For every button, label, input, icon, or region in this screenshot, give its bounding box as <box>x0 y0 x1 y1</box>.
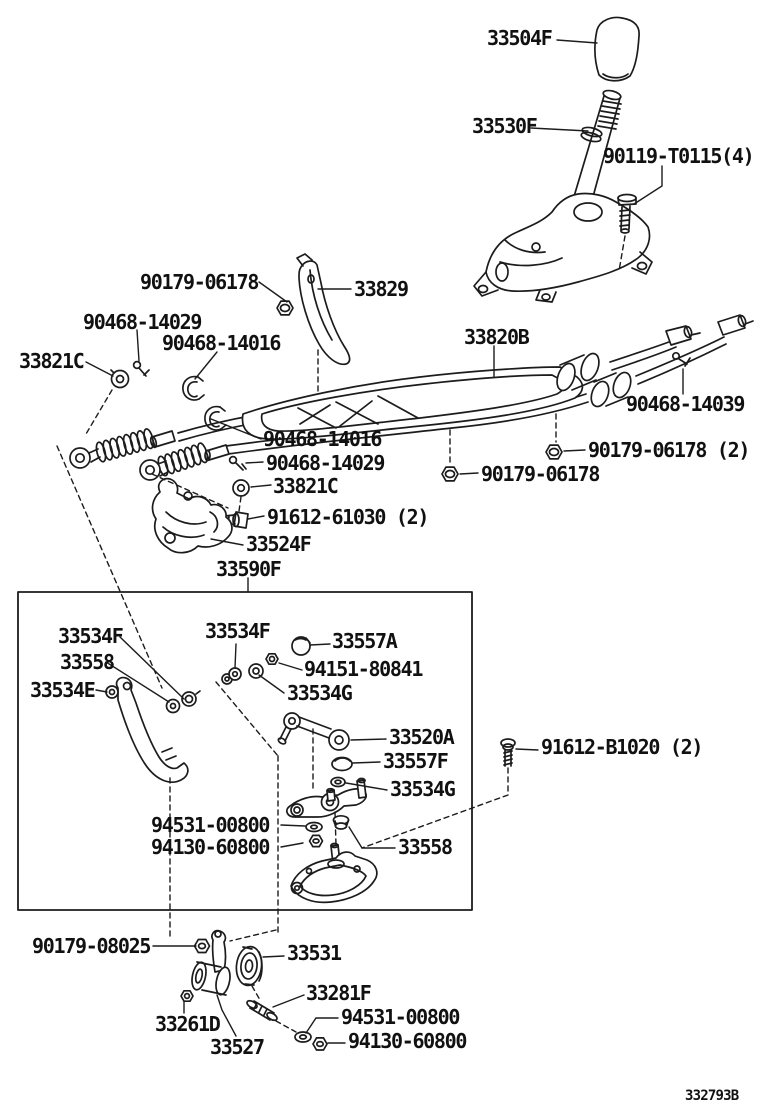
clip-90468-14016-1 <box>183 377 204 400</box>
shift-base-plate <box>291 844 377 903</box>
part-label-33557A: 33557A <box>332 629 397 653</box>
bracket-33829 <box>297 254 350 364</box>
nut-90179-06178-1 <box>277 301 293 315</box>
part-label-94531-00800-b: 94531-00800 <box>341 1005 460 1029</box>
pin-90468-14029-1 <box>134 362 149 376</box>
washers-33534F-b <box>222 668 241 684</box>
cable-rod-ends <box>666 315 753 345</box>
rod-33281F <box>246 999 279 1022</box>
nut-94130-a <box>310 835 323 846</box>
part-label-91612-B1020: 91612-B1020 (2) <box>541 735 703 759</box>
washer-94531-a <box>306 823 322 832</box>
nut-94151-80841 <box>266 654 278 664</box>
part-label-33504F: 33504F <box>487 26 552 50</box>
damper-disc-33531 <box>235 945 264 986</box>
bracket-33524F <box>153 479 232 553</box>
part-label-94531-00800-a: 94531-00800 <box>151 813 270 837</box>
washer-94531-b <box>295 1032 311 1042</box>
cap-33557A <box>292 637 310 655</box>
part-label-90179-06178-c: 90179-06178 <box>481 462 600 486</box>
part-label-33557F: 33557F <box>383 749 448 773</box>
part-label-33821C-a: 33821C <box>19 349 84 373</box>
washer-33534G-b <box>331 778 345 787</box>
part-label-90119-T0115: 90119-T0115(4) <box>603 144 754 168</box>
diagram-code: 332793B <box>685 1088 739 1104</box>
washer-33821C-1 <box>111 370 129 388</box>
part-label-33524F: 33524F <box>246 532 311 556</box>
arm-33534E <box>106 678 188 783</box>
clip-90468-14016-2 <box>205 407 226 430</box>
part-label-94130-60800-b: 94130-60800 <box>348 1029 467 1053</box>
nut-33261D <box>181 991 193 1001</box>
part-label-33520A: 33520A <box>389 725 454 749</box>
part-label-33590F: 33590F <box>216 557 281 581</box>
part-label-91612-61030: 91612-61030 (2) <box>267 505 429 529</box>
part-label-33534G-b: 33534G <box>390 777 455 801</box>
part-label-90468-14016-b: 90468-14016 <box>263 427 382 451</box>
part-label-33531: 33531 <box>287 941 341 965</box>
part-label-94130-60800-a: 94130-60800 <box>151 835 270 859</box>
part-label-33261D: 33261D <box>155 1012 220 1036</box>
part-label-33820B: 33820B <box>464 325 529 349</box>
part-label-90468-14029-a: 90468-14029 <box>83 310 202 334</box>
part-label-33527: 33527 <box>210 1035 264 1059</box>
nut-90179-06178-3 <box>546 445 562 459</box>
part-label-90179-08025: 90179-08025 <box>32 934 151 958</box>
part-label-90179-06178-b: 90179-06178 (2) <box>588 438 750 462</box>
pin-90468-14029-2 <box>230 457 246 470</box>
shift-knob <box>595 18 639 81</box>
part-label-33558-b: 33558 <box>398 835 452 859</box>
nut-90179-06178-2 <box>442 467 458 481</box>
screw-91612-B1020 <box>501 739 515 766</box>
part-label-90468-14039: 90468-14039 <box>626 392 745 416</box>
part-label-33829: 33829 <box>354 277 408 301</box>
part-label-33281F: 33281F <box>306 981 371 1005</box>
bushing-33534F-a <box>182 691 200 706</box>
part-label-33534F-a: 33534F <box>58 624 123 648</box>
part-label-33534E: 33534E <box>30 678 95 702</box>
part-label-33534G-a: 33534G <box>287 681 352 705</box>
cable-eyelets <box>70 431 229 480</box>
part-label-33530F: 33530F <box>472 114 537 138</box>
part-label-94151-80841: 94151-80841 <box>304 657 423 681</box>
nut-90179-08025 <box>195 940 210 953</box>
part-label-90468-14029-b: 90468-14029 <box>266 451 385 475</box>
part-label-33821C-b: 33821C <box>273 474 338 498</box>
cable-spring-left-lower <box>156 442 209 477</box>
part-label-33534F-b: 33534F <box>205 619 270 643</box>
washer-33821C-2 <box>233 480 249 496</box>
part-label-90468-14016-a: 90468-14016 <box>162 331 281 355</box>
part-label-33558-a: 33558 <box>60 650 114 674</box>
pivot-cylinder-33527 <box>190 961 233 996</box>
cable-spring-left-upper <box>95 428 155 463</box>
grommet-33557F <box>332 758 352 771</box>
nut-94130-b <box>313 1038 327 1050</box>
part-label-90179-06178-a: 90179-06178 <box>140 270 259 294</box>
